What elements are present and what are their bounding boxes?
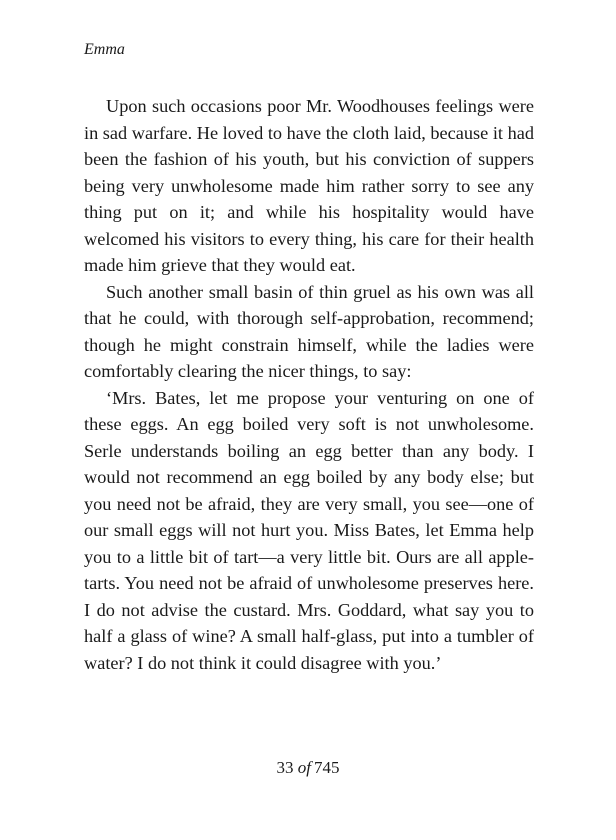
total-pages: 745 xyxy=(313,758,340,777)
body-text xyxy=(84,93,534,676)
paragraph: ‘Mrs. Bates, let me propose your venturing on one of these eggs. An egg boiled very soft is not unwholesome. Serle understands boiling an egg better than any body. I would not recommend an egg boiled by any body else; but you need not be afraid, they are very small, you see—one of our small eggs will not hurt you. Miss Bates, let Emma help you to a little bit of tart—a very little bit. Ours are all apple-tarts. You need not be afraid of unwholesome preserves here. I do not advise the custard. Mrs. Goddard, what say you to half a glass of wine? A small half-glass, put into a tumbler of water? I do not think it could disagree with you.’ xyxy=(84,387,534,673)
current-page: 33 xyxy=(276,758,294,777)
running-title: Emma xyxy=(84,41,125,58)
page-number xyxy=(0,758,616,778)
paragraph: Such another small basin of thin gruel as his own was all that he could, with thorough self-approbation, recommend; though he might constrain himself, while the ladies were comfortably clearing the nicer things, to say: xyxy=(84,281,534,381)
paragraph: Upon such occasions poor Mr. Woodhouses feelings were in sad warfare. He loved to have the cloth laid, because it had been the fashion of his youth, but his conviction of suppers being very unwholesome made him rather sorry to see any thing put on it; and while his hospitality would have welcomed his visitors to every thing, his care for their health made him grieve that they would eat. xyxy=(84,96,534,275)
of-word: of xyxy=(297,758,311,777)
